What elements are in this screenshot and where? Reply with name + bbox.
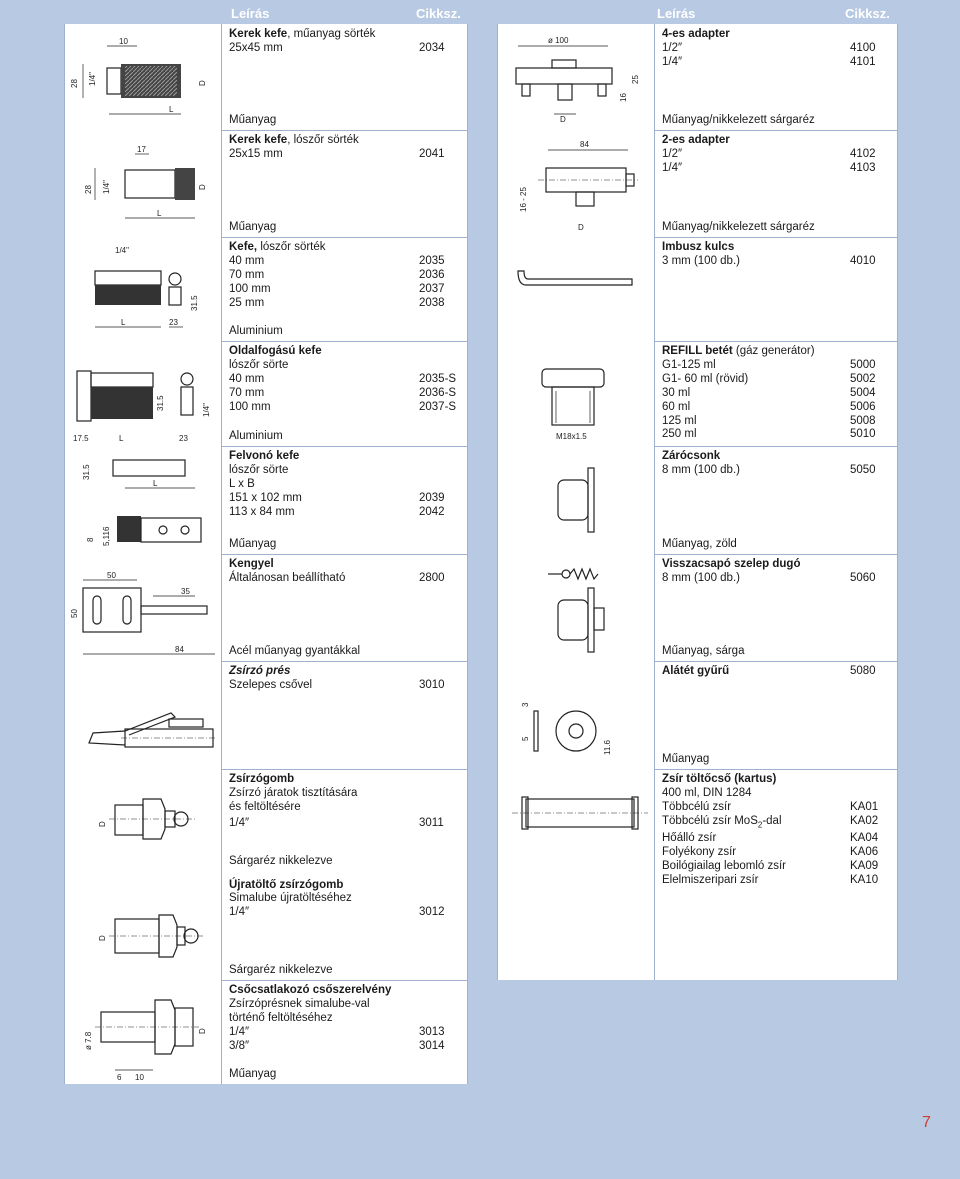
svg-text:5,116: 5,116 <box>102 526 111 546</box>
drawing-grease-gun <box>65 661 222 769</box>
material-label: Műanyag <box>662 753 710 765</box>
product-row-side-brush <box>65 341 467 447</box>
description-grease-nipple: Zsírzógomb Zsírzó járatok tisztítására és feltöltésére 1/4″ 3011 Sárgaréz nikkelezve Újratöltő zsírzógomb Simalube újratöltéséhez 1/4″ 3012 <box>229 773 445 919</box>
svg-text:M18x1.5: M18x1.5 <box>556 432 587 441</box>
page-number: 7 <box>922 1114 931 1131</box>
product-row-grease-gun <box>65 661 467 770</box>
left-description-header: Leírás <box>231 6 270 21</box>
svg-text:3: 3 <box>521 702 530 707</box>
svg-text:L: L <box>169 105 174 114</box>
svg-text:D: D <box>198 80 207 86</box>
svg-text:25: 25 <box>631 75 640 84</box>
svg-text:L: L <box>153 479 158 488</box>
svg-text:50: 50 <box>70 609 79 618</box>
material-label: Acél műanyag gyantákkal <box>229 645 361 657</box>
svg-text:D: D <box>578 223 584 232</box>
material-label: Műanyag <box>229 221 277 233</box>
description-adapter-2: 2-es adapter 1/2″ 4102 1/4″ 4103 <box>662 134 876 174</box>
drawing-lift-brush <box>65 446 222 554</box>
right-product-table <box>497 24 898 980</box>
drawing-allen-key <box>498 237 655 341</box>
description-hose-coupling: Csőcsatlakozó csőszerelvény Zsírzóprésnek simalube-val történő feltöltéséhez 1/4″ 3013 3/8″ 3014 <box>229 984 445 1052</box>
right-description-header: Leírás <box>657 6 696 21</box>
product-row-check-valve <box>498 554 897 662</box>
product-row-grease-cartridge <box>498 769 897 980</box>
product-row-end-cap <box>498 446 897 555</box>
svg-text:17: 17 <box>137 145 146 154</box>
svg-text:L: L <box>119 434 124 443</box>
svg-text:31.5: 31.5 <box>190 295 199 311</box>
material-label: Műanyag <box>229 538 277 550</box>
drawing-grease-cartridge <box>498 769 655 980</box>
material-label: Sárgaréz nikkelezve <box>229 964 333 976</box>
description-end-cap: Zárócsonk 8 mm (100 db.) 5050 <box>662 450 876 476</box>
description-bracket: Kengyel Általánosan beállítható 2800 <box>229 558 445 584</box>
svg-text:28: 28 <box>84 185 93 194</box>
description-adapter-4: 4-es adapter 1/2″ 4100 1/4″ 4101 <box>662 28 876 68</box>
product-row-round-brush-plastic <box>65 24 467 131</box>
left-column-header <box>96 0 466 24</box>
svg-text:50: 50 <box>107 571 116 580</box>
svg-text:1/4": 1/4" <box>102 180 111 194</box>
svg-text:L: L <box>121 318 126 327</box>
product-row-allen-key <box>498 237 897 342</box>
description-refill: REFILL betét (gáz generátor) G1-125 ml 5000 G1- 60 ml (rövid) 5002 30 ml 5004 60 ml 5006 125 ml 5008 250 ml 5010 <box>662 345 876 441</box>
drawing-brush-flat <box>65 237 222 341</box>
svg-text:84: 84 <box>580 140 589 149</box>
material-label: Műanyag, sárga <box>662 645 745 657</box>
description-check-valve: Visszacsapó szelep dugó 8 mm (100 db.) 5060 <box>662 558 876 584</box>
product-row-grease-nipples <box>65 769 467 981</box>
product-row-bracket <box>65 554 467 662</box>
drawing-refill-plug <box>498 341 655 446</box>
drawing-check-valve <box>498 554 655 661</box>
material-label: Műanyag <box>229 1068 277 1080</box>
svg-text:1/4": 1/4" <box>115 246 129 255</box>
svg-text:D: D <box>198 184 207 190</box>
right-code-header: Cikksz. <box>845 6 890 21</box>
material-label: Aluminium <box>229 430 283 442</box>
drawing-adapter-2 <box>498 130 655 237</box>
product-row-hose-coupling <box>65 980 467 1084</box>
product-row-adapter-4 <box>498 24 897 131</box>
svg-text:L: L <box>157 209 162 218</box>
svg-text:10: 10 <box>135 1073 144 1082</box>
description-side-brush: Oldalfogású kefe lószőr sörte 40 mm 2035-S 70 mm 2036-S 100 mm 2037-S <box>229 345 457 413</box>
product-row-washer <box>498 661 897 770</box>
svg-text:31.5: 31.5 <box>82 464 91 480</box>
svg-text:D: D <box>98 821 107 827</box>
svg-text:23: 23 <box>179 434 188 443</box>
drawing-bracket <box>65 554 222 661</box>
svg-text:35: 35 <box>181 587 190 596</box>
drawing-round-brush-small <box>65 130 222 237</box>
svg-text:D: D <box>198 1028 207 1034</box>
svg-text:17.5: 17.5 <box>73 434 89 443</box>
product-row-adapter-2 <box>498 130 897 238</box>
svg-text:23: 23 <box>169 318 178 327</box>
product-row-lift-brush <box>65 446 467 555</box>
material-label: Műanyag <box>229 114 277 126</box>
description-grease-gun: Zsírzó prés Szelepes csővel 3010 <box>229 665 445 691</box>
svg-text:11.6: 11.6 <box>603 740 612 755</box>
product-row-brush-aluminium <box>65 237 467 342</box>
description-allen-key: Imbusz kulcs 3 mm (100 db.) 4010 <box>662 241 876 267</box>
description-lift-brush: Felvonó kefe lószőr sörte L x B 151 x 102 mm 2039 113 x 84 mm 2042 <box>229 450 445 518</box>
svg-text:31.5: 31.5 <box>156 395 165 411</box>
svg-text:16: 16 <box>619 93 628 102</box>
svg-text:1/4": 1/4" <box>88 72 97 86</box>
description-washer: Alátét gyűrű 5080 <box>662 665 876 677</box>
material-label: Műanyag/nikkelezett sárgaréz <box>662 221 815 233</box>
drawing-side-brush <box>65 341 222 446</box>
product-row-refill <box>498 341 897 447</box>
drawing-grease-nipples <box>65 769 222 980</box>
drawing-adapter-4 <box>498 24 655 130</box>
svg-text:10: 10 <box>119 37 128 46</box>
svg-text:D: D <box>98 935 107 941</box>
left-code-header: Cikksz. <box>416 6 461 21</box>
description-brush-aluminium: Kefe, lószőr sörték 40 mm 2035 70 mm 2036 100 mm 2037 25 mm 2038 <box>229 241 445 309</box>
left-product-table <box>64 24 468 1084</box>
material-label: Műanyag/nikkelezett sárgaréz <box>662 114 815 126</box>
svg-text:ø 100: ø 100 <box>548 36 569 45</box>
product-row-round-brush-horsehair <box>65 130 467 238</box>
description-round-brush-plastic: Kerek kefe, műanyag sörték 25x45 mm 2034 <box>229 28 445 54</box>
description-round-brush-horsehair: Kerek kefe, lószőr sörték 25x15 mm 2041 <box>229 134 445 160</box>
drawing-washer <box>498 661 655 769</box>
drawing-end-cap <box>498 446 655 554</box>
svg-text:5: 5 <box>521 736 530 741</box>
material-label: Aluminium <box>229 325 283 337</box>
svg-text:D: D <box>560 115 566 124</box>
svg-text:6: 6 <box>117 1073 122 1082</box>
description-grease-cartridge: Zsír töltőcső (kartus) 400 ml, DIN 1284 Többcélú zsír KA01 Többcélú zsír MoS$_2$-dal KA02 Hőálló zsír KA04 Folyékony zsír KA06 Boilógiailag lebomló zsír KA09 Elelmiszeripari zsír KA10 <box>662 773 879 886</box>
drawing-round-brush <box>65 24 222 130</box>
drawing-hose-coupling <box>65 980 222 1084</box>
svg-text:16 - 25: 16 - 25 <box>519 187 528 212</box>
material-label: Műanyag, zöld <box>662 538 737 550</box>
svg-text:28: 28 <box>70 79 79 88</box>
right-column-header <box>497 0 896 24</box>
svg-text:ø 7.8: ø 7.8 <box>84 1031 93 1050</box>
svg-text:1/4": 1/4" <box>202 403 211 417</box>
svg-text:8: 8 <box>86 537 95 542</box>
svg-text:84: 84 <box>175 645 184 654</box>
